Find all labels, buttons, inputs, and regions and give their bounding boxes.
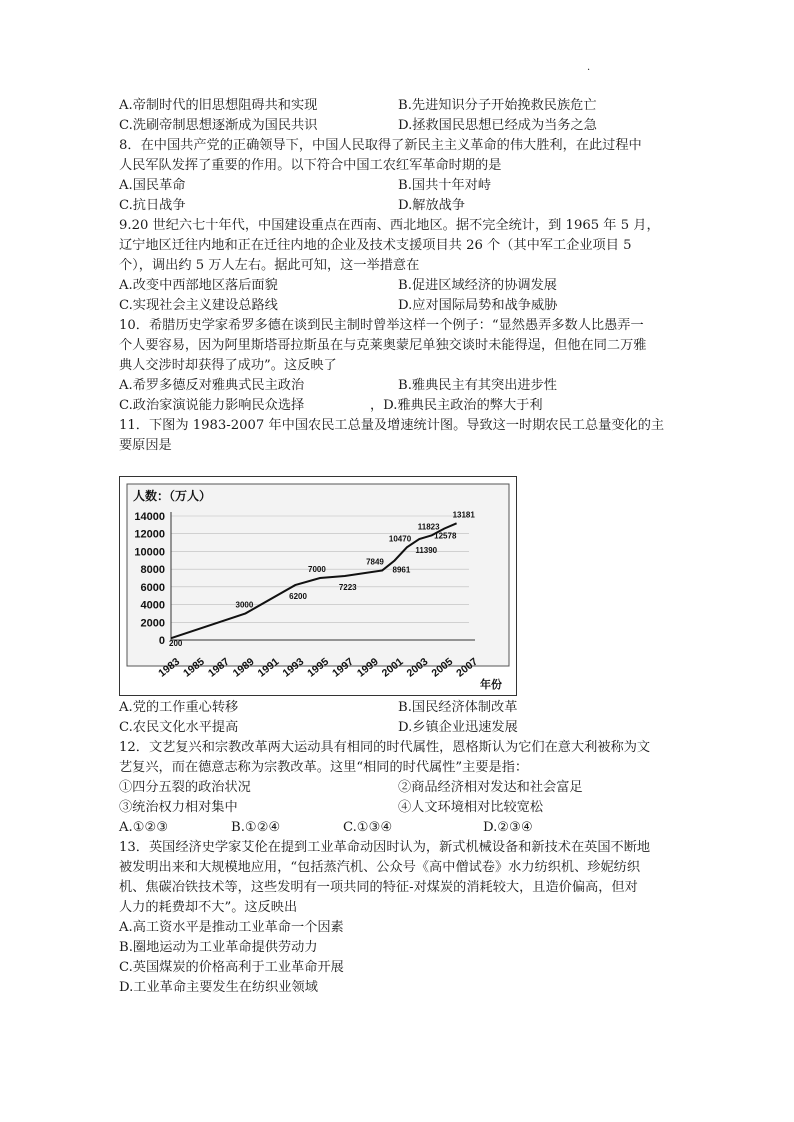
q8-option-a: A.国民革命 [119,178,186,193]
chart-data-label: 7000 [308,565,326,574]
q12-item-4: ④人文环境相对比较宽松 [398,800,544,815]
chart-x-tick-label: 1991 [255,655,282,680]
q12-item-3: ③统治权力相对集中 [119,800,238,815]
q11-option-b: B.国民经济体制改革 [398,700,518,715]
q7-options-row-1 [119,96,679,116]
q10-stem-line: 典人交涉时却获得了成功”。这反映了 [119,358,337,373]
q9-option-c: C.实现社会主义建设总路线 [119,298,278,313]
chart-data-label: 11823 [417,522,440,532]
q12-option-d: D.②③④ [483,820,533,835]
chart-x-tick-label: 2003 [404,655,431,680]
chart-x-tick-label: 1987 [205,655,232,680]
q12-option-a: A.①②③ [119,820,169,835]
q13-stem-line: 人力的耗费却不大”。这反映出 [119,900,298,915]
chart-x-tick-label: 1993 [280,655,307,680]
chart-data-label: 7223 [338,583,357,593]
q13-option-b: B.圈地运动为工业革命提供劳动力 [119,940,318,955]
q11-option-d: D.乡镇企业迅速发展 [398,720,518,735]
q8-options-row-2 [119,196,679,216]
chart-y-tick-label: 8000 [140,564,165,577]
chart-data-label: 200 [169,639,183,649]
chart-data-label: 8961 [392,565,411,575]
q8-options-row-1 [119,176,679,196]
chart-x-tick-label: 1999 [354,655,381,680]
q12-option-b: B.①②④ [231,820,281,835]
chart-title: 人数：（万人） [133,489,212,503]
q11-stem-line: 11．下图为 1983-2007 年中国农民工总量及增速统计图。导致这一时期农民工总量变化的主 [119,418,665,433]
q8-option-d: D.解放战争 [398,198,466,213]
migrant-worker-chart [119,476,517,696]
q10-option-b: B.雅典民主有其突出进步性 [398,378,557,393]
chart-x-tick-label: 2007 [454,655,481,680]
q9-options-row-2 [119,296,679,316]
q11-options-row-1 [119,698,679,718]
q7-option-b: B.先进知识分子开始挽救民族危亡 [398,98,597,113]
chart-y-tick-label: 4000 [140,599,165,612]
chart-y-tick-label: 10000 [134,546,165,559]
header-mark: . [587,62,591,73]
q8-stem-line: 人民军队发挥了重要的作用。以下符合中国工农红军革命时期的是 [119,158,502,173]
chart-y-tick-label: 14000 [134,511,165,523]
chart-x-tick-label: 1983 [156,655,183,680]
q10-options-row-1 [119,376,679,396]
q7-option-c: C.洗刷帝制思想逐渐成为国民共识 [119,118,318,133]
q12-stem-line: 艺复兴，而在德意志称为宗教改革。这里“相同的时代属性”主要是指： [119,760,529,775]
chart-x-tick-label: 1989 [230,655,257,680]
chart-data-label: 6200 [289,592,307,602]
chart-y-tick-label: 2000 [140,617,165,630]
q7-option-d: D.拯救国民思想已经成为当务之急 [398,118,597,133]
chart-x-tick-label: 1997 [330,655,356,680]
q8-option-b: B.国共十年对峙 [398,178,492,193]
chart-data-label: 12578 [434,531,457,541]
q12-stem-line: 12．文艺复兴和宗教改革两大运动具有相同的时代属性，恩格斯认为它们在意大利被称为文 [119,740,651,755]
q9-stem-line: 9.20 世纪六七十年代，中国建设重点在西南、西北地区。据不完全统计，到 1965 年 5 月， [119,218,660,233]
chart-y-tick-label: 0 [158,635,165,647]
q10-stem-line: 个人要容易，因为阿里斯塔哥拉斯虽在与克莱奥蒙尼单独交谈时未能得逞，但他在同二万雅 [119,338,647,353]
chart-x-tick-label: 1985 [181,655,207,680]
q10-option-a: A.希罗多德反对雅典式民主政治 [119,378,305,393]
q13-option-a: A.高工资水平是推动工业革命一个因素 [119,920,344,935]
q9-stem-line: 个），调出约 5 万人左右。据此可知，这一举措意在 [119,258,420,273]
q12-item-1: ①四分五裂的政治状况 [119,780,251,795]
chart-x-tick-label: 1995 [305,655,332,680]
chart-y-tick-label: 12000 [134,528,165,541]
chart-x-axis-label: 年份 [480,679,502,691]
q13-option-d: D.工业革命主要发生在纺织业领域 [119,980,318,995]
q9-option-d: D.应对国际局势和战争威胁 [398,298,558,313]
q12-items-row-1 [119,778,679,798]
chart-data-label: 7849 [366,557,384,567]
q7-options-row-2 [119,116,679,136]
q9-stem-line: 辽宁地区迁往内地和正在迁往内地的企业及技术支援项目共 26 个（其中军工企业项目 5 [119,238,632,253]
q13-stem-line: 13．英国经济史学家艾伦在提到工业革命动因时认为，新式机械设备和新技术在英国不断地 [119,840,651,855]
q11-stem-line: 要原因是 [119,438,172,453]
q11-option-a: A.党的工作重心转移 [119,700,239,715]
q7-option-a: A.帝制时代的旧思想阻碍共和实现 [119,98,318,113]
q12-options-row [119,818,679,838]
q10-option-d: ，D.雅典民主政治的弊大于利 [370,398,543,413]
chart-data-label: 11390 [415,546,438,556]
q10-options-row-2 [119,396,679,416]
chart-svg [119,476,517,696]
q11-options-row-2 [119,718,679,738]
q9-option-a: A.改变中西部地区落后面貌 [119,278,278,293]
q13-option-c: C.英国煤炭的价格高利于工业革命开展 [119,960,344,975]
chart-data-label: 10470 [388,534,412,544]
chart-y-tick-label: 6000 [140,581,165,594]
q11-option-c: C.农民文化水平提高 [119,720,239,735]
q12-items-row-2 [119,798,679,818]
q8-option-c: C.抗日战争 [119,198,186,213]
chart-data-label: 3000 [235,600,254,610]
q10-option-c: C.政治家演说能力影响民众选择 [119,398,305,413]
chart-x-tick-label: 2005 [429,655,456,680]
chart-x-tick-label: 2001 [379,655,406,680]
q8-stem-line: 8．在中国共产党的正确领导下，中国人民取得了新民主主义革命的伟大胜利，在此过程中 [119,138,642,153]
q9-options-row-1 [119,276,679,296]
q13-stem-line: 机、焦碳冶铁技术等，这些发明有一项共同的特征-对煤炭的消耗较大，且造价偏高，但对 [119,880,638,895]
chart-data-label: 13181 [452,510,475,520]
q12-option-c: C.①③④ [343,820,393,835]
q12-item-2: ②商品经济相对发达和社会富足 [398,780,583,795]
q13-stem-line: 被发明出来和大规模地应用，“包括蒸汽机、公众号《高中僧试卷》水力纺织机、珍妮纺织 [119,860,641,875]
q9-option-b: B.促进区域经济的协调发展 [398,278,557,293]
q10-stem-line: 10．希腊历史学家希罗多德在谈到民主制时曾举这样一个例子：“显然愚弄多数人比愚弄一 [119,318,644,333]
